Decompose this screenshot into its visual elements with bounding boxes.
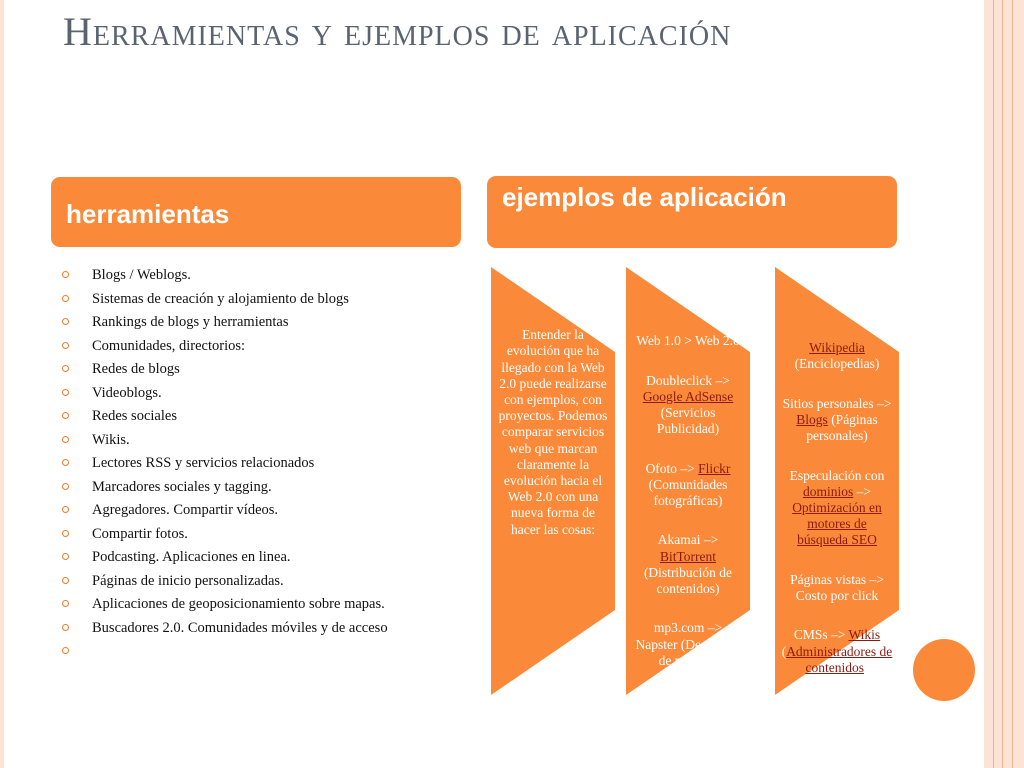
chevron-paragraph: mp3.com –> Napster (Descargas de música) bbox=[635, 620, 741, 668]
list-item bbox=[62, 573, 462, 589]
list-item bbox=[62, 314, 462, 330]
list-item bbox=[62, 291, 462, 307]
list-item-label: Compartir fotos. bbox=[92, 525, 188, 542]
bullet-icon bbox=[62, 295, 69, 302]
bullet-icon bbox=[62, 389, 69, 396]
list-item-label: Podcasting. Aplicaciones en linea. bbox=[92, 549, 291, 565]
text-span: (Comunidades fotográficas) bbox=[648, 476, 728, 509]
link-dominios[interactable]: dominios bbox=[802, 483, 854, 499]
list-item bbox=[62, 361, 462, 377]
bullet-icon bbox=[62, 553, 69, 560]
link-cms[interactable]: Administradores de contenidos bbox=[786, 643, 893, 675]
link-google-adsense[interactable]: Google AdSense bbox=[642, 388, 734, 404]
bullet-icon bbox=[62, 318, 69, 325]
link-bittorrent[interactable]: BitTorrent bbox=[659, 548, 717, 564]
bullet-icon bbox=[62, 506, 69, 513]
chevron-paragraph bbox=[781, 468, 893, 549]
text-span: ) bbox=[864, 659, 869, 675]
list-item bbox=[62, 455, 462, 471]
chevron-paragraph bbox=[781, 627, 893, 676]
chevron-text bbox=[781, 324, 893, 699]
text-span: Ofoto –> bbox=[645, 460, 699, 476]
bullet-icon bbox=[62, 412, 69, 419]
link-seo[interactable]: Optimización en motores de búsqueda SEO bbox=[792, 500, 882, 548]
list-item-label: Sistemas de creación y alojamiento de blogs bbox=[92, 290, 349, 307]
list-item bbox=[62, 338, 462, 354]
slide-frame-left bbox=[0, 0, 4, 768]
text-span: Akamai –> bbox=[657, 532, 719, 548]
list-item bbox=[62, 408, 462, 424]
list-item-label: Videoblogs. bbox=[92, 384, 162, 401]
list-item bbox=[62, 479, 462, 495]
chevron-text bbox=[497, 311, 609, 561]
bullet-icon bbox=[62, 647, 69, 654]
chevron-step-1 bbox=[491, 267, 615, 695]
chevron-paragraph bbox=[632, 373, 744, 438]
chevron-paragraph bbox=[632, 461, 744, 510]
text-span: CMSs –> bbox=[793, 627, 849, 643]
chevron-paragraph: Entender la evolución que ha llegado con la Web 2.0 puede realizarse con ejemplos, con proyectos. Podemos comparar servicios web que marcan claramente la evolución hacia el Web 2.0 con una nueva forma de hacer las cosas: bbox=[498, 327, 608, 537]
chevron-step-3 bbox=[775, 267, 899, 695]
slide-frame-right bbox=[984, 0, 1024, 768]
list-item-label: Redes sociales bbox=[92, 408, 177, 424]
decorative-circle bbox=[913, 639, 975, 701]
text-span: (Distribución de contenidos) bbox=[643, 564, 733, 597]
list-item-label: Rankings de blogs y herramientas bbox=[92, 314, 289, 330]
list-item-label: Agregadores. Compartir vídeos. bbox=[92, 502, 279, 518]
list-item bbox=[62, 596, 462, 612]
chevron-paragraph: Páginas vistas –> Costo por click bbox=[790, 571, 884, 604]
slide-title: Herramientas y ejemplos de aplicación bbox=[63, 9, 732, 54]
text-span: (Enciclopedias) bbox=[794, 356, 880, 372]
text-span: (Páginas personales) bbox=[806, 412, 878, 444]
frame-line bbox=[1012, 0, 1013, 768]
tools-list bbox=[62, 267, 462, 643]
text-span: ( bbox=[781, 643, 787, 659]
list-item bbox=[62, 526, 462, 542]
list-item bbox=[62, 385, 462, 401]
list-item-label: Aplicaciones de geoposicionamiento sobre mapas. bbox=[92, 596, 385, 612]
list-item bbox=[62, 432, 462, 448]
chevron-paragraph bbox=[632, 532, 744, 597]
link-blogs[interactable]: Blogs bbox=[796, 412, 828, 428]
chevron-paragraph bbox=[781, 340, 893, 372]
bullet-icon bbox=[62, 271, 69, 278]
list-item-label: Marcadores sociales y tagging. bbox=[92, 478, 272, 495]
chevron-step-2 bbox=[626, 267, 750, 695]
bullet-icon bbox=[62, 436, 69, 443]
bullet-icon bbox=[62, 577, 69, 584]
text-span: –> bbox=[853, 483, 871, 499]
list-item-label: Blogs / Weblogs. bbox=[92, 267, 191, 283]
frame-line bbox=[1002, 0, 1003, 768]
bullet-icon bbox=[62, 530, 69, 537]
link-flickr[interactable]: Flickr bbox=[698, 460, 731, 476]
bullet-icon bbox=[62, 624, 69, 631]
bullet-icon bbox=[62, 365, 69, 372]
bullet-icon bbox=[62, 600, 69, 607]
chevron-text bbox=[632, 317, 744, 692]
list-item bbox=[62, 267, 462, 283]
link-wikipedia[interactable]: Wikipedia bbox=[809, 340, 865, 356]
header-ejemplos: ejemplos de aplicación bbox=[487, 176, 897, 248]
list-item bbox=[62, 620, 462, 636]
bullet-icon bbox=[62, 459, 69, 466]
text-span: (Servicios Publicidad) bbox=[656, 405, 720, 437]
list-item-label: Lectores RSS y servicios relacionados bbox=[92, 455, 315, 471]
list-item-label: Redes de blogs bbox=[92, 361, 180, 377]
text-span: Especulación con bbox=[789, 467, 885, 483]
chevron-paragraph bbox=[781, 396, 893, 445]
link-wikis[interactable]: Wikis bbox=[848, 627, 881, 643]
text-span: Doubleclick –> bbox=[646, 372, 730, 388]
bullet-icon bbox=[62, 342, 69, 349]
list-item bbox=[62, 549, 462, 565]
list-item-label: Buscadores 2.0. Comunidades móviles y de acceso bbox=[92, 619, 388, 636]
bullet-icon bbox=[62, 483, 69, 490]
list-item bbox=[62, 502, 462, 518]
list-item-label: Wikis. bbox=[92, 431, 130, 448]
list-item-label: Páginas de inicio personalizadas. bbox=[92, 572, 284, 589]
frame-line bbox=[993, 0, 994, 768]
list-item-label: Comunidades, directorios: bbox=[92, 337, 246, 354]
header-herramientas: herramientas bbox=[51, 177, 461, 247]
text-span: Sitios personales –> bbox=[782, 395, 892, 411]
chevron-paragraph: Web 1.0 > Web 2.0 bbox=[636, 333, 740, 349]
